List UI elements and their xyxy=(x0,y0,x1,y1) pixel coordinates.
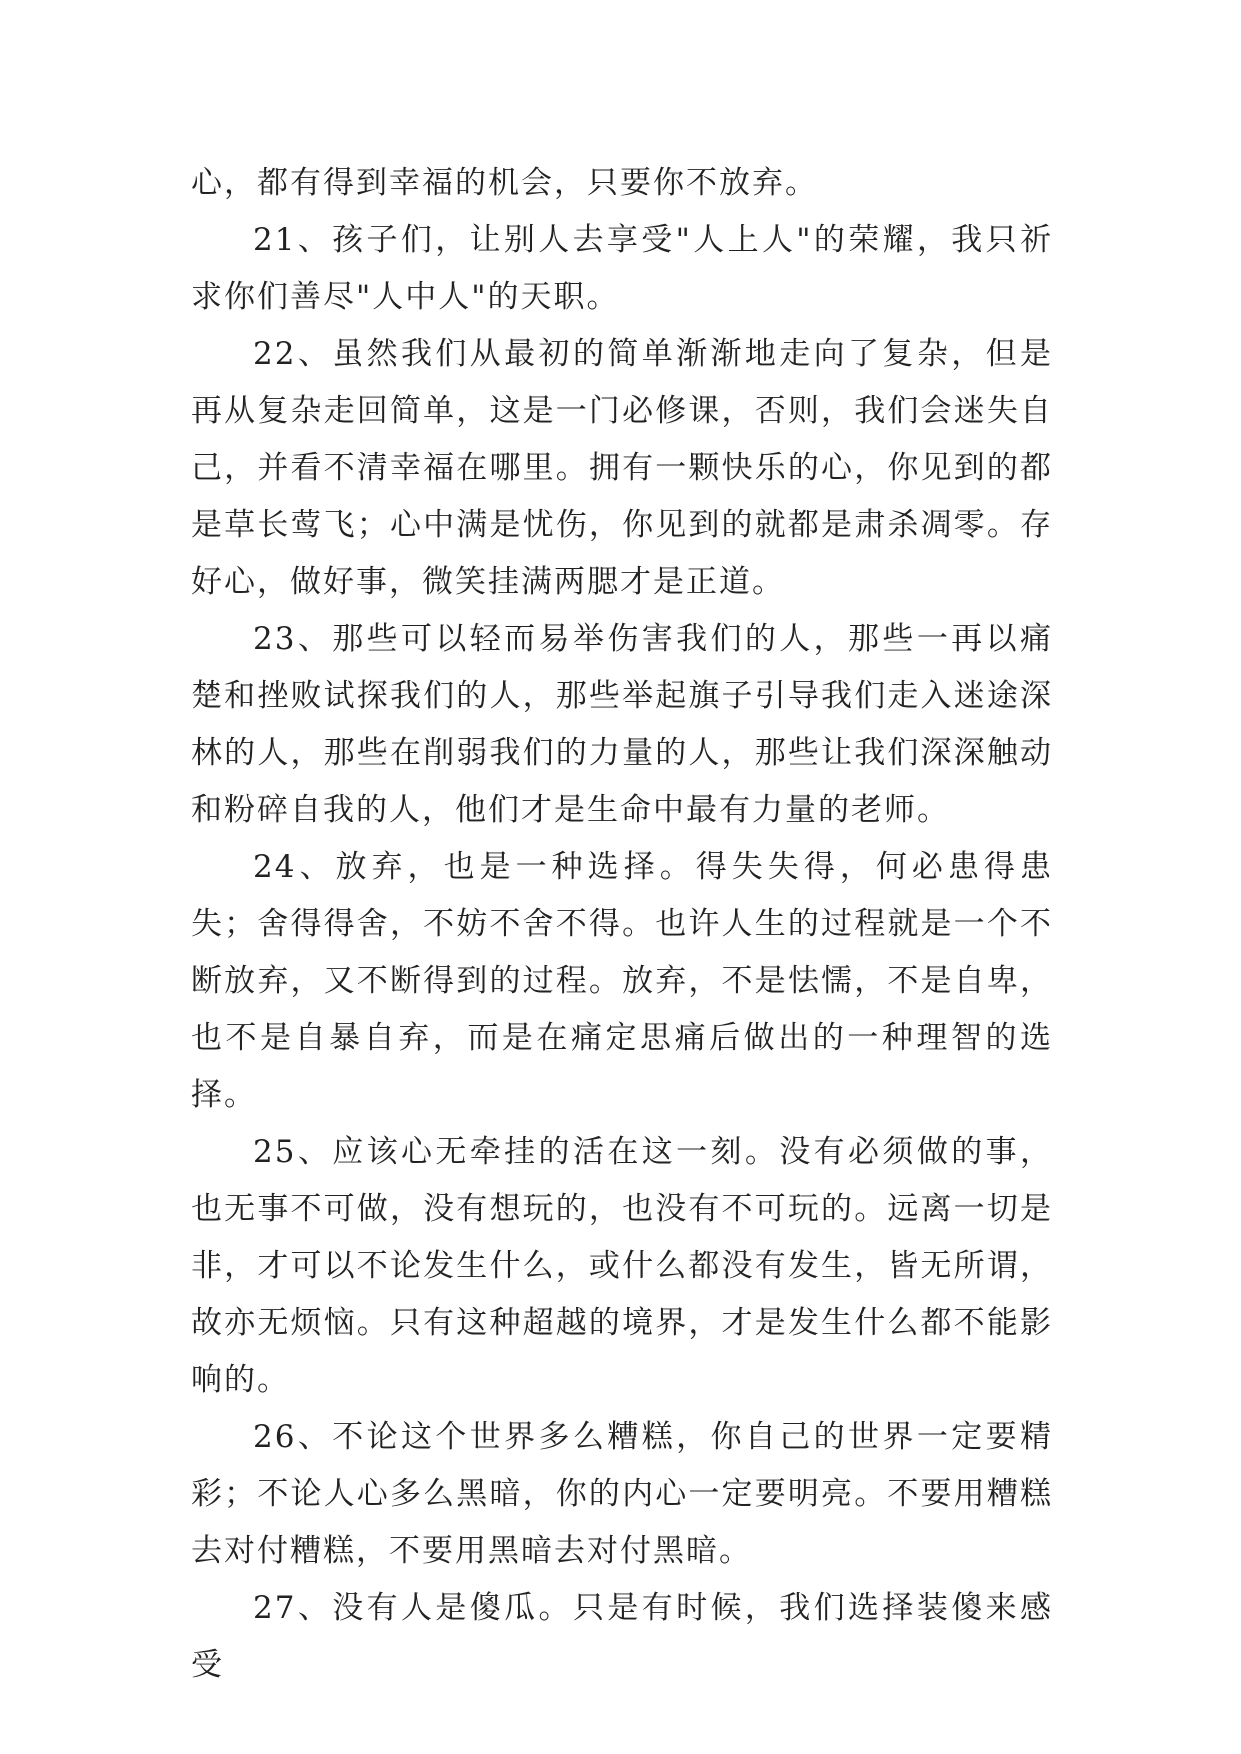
paragraph-21: 21、孩子们，让别人去享受"人上人"的荣耀，我只祈求你们善尽"人中人"的天职。 xyxy=(191,222,1053,315)
paragraph-continuation: 心，都有得到幸福的机会，只要你不放弃。 xyxy=(191,165,818,201)
paragraph-24: 24、放弃，也是一种选择。得失失得，何必患得患失；舍得得舍，不妨不舍不得。也许人生的过程就是一个不断放弃，又不断得到的过程。放弃，不是怯懦，不是自卑，也不是自暴自弃，而是在痛定思痛后做出的一种理智的选择。 xyxy=(191,849,1053,1113)
paragraph-25: 25、应该心无牵挂的活在这一刻。没有必须做的事，也无事不可做，没有想玩的，也没有不可玩的。远离一切是非，才可以不论发生什么，或什么都没有发生，皆无所谓，故亦无烦恼。只有这种超越的境界，才是发生什么都不能影响的。 xyxy=(191,1134,1053,1398)
paragraph-26: 26、不论这个世界多么糟糕，你自己的世界一定要精彩；不论人心多么黑暗，你的内心一定要明亮。不要用糟糕去对付糟糕，不要用黑暗去对付黑暗。 xyxy=(191,1419,1053,1569)
paragraph-23: 23、那些可以轻而易举伤害我们的人，那些一再以痛楚和挫败试探我们的人，那些举起旗子引导我们走入迷途深林的人，那些在削弱我们的力量的人，那些让我们深深触动和粉碎自我的人，他们才是生命中最有力量的老师。 xyxy=(191,621,1053,828)
paragraph-27: 27、没有人是傻瓜。只是有时候，我们选择装傻来感受 xyxy=(191,1590,1053,1683)
document-body xyxy=(191,155,1053,1694)
paragraph-22: 22、虽然我们从最初的简单渐渐地走向了复杂，但是再从复杂走回简单，这是一门必修课，否则，我们会迷失自己，并看不清幸福在哪里。拥有一颗快乐的心，你见到的都是草长莺飞；心中满是忧伤，你见到的就都是肃杀凋零。存好心，做好事，微笑挂满两腮才是正道。 xyxy=(191,336,1053,600)
